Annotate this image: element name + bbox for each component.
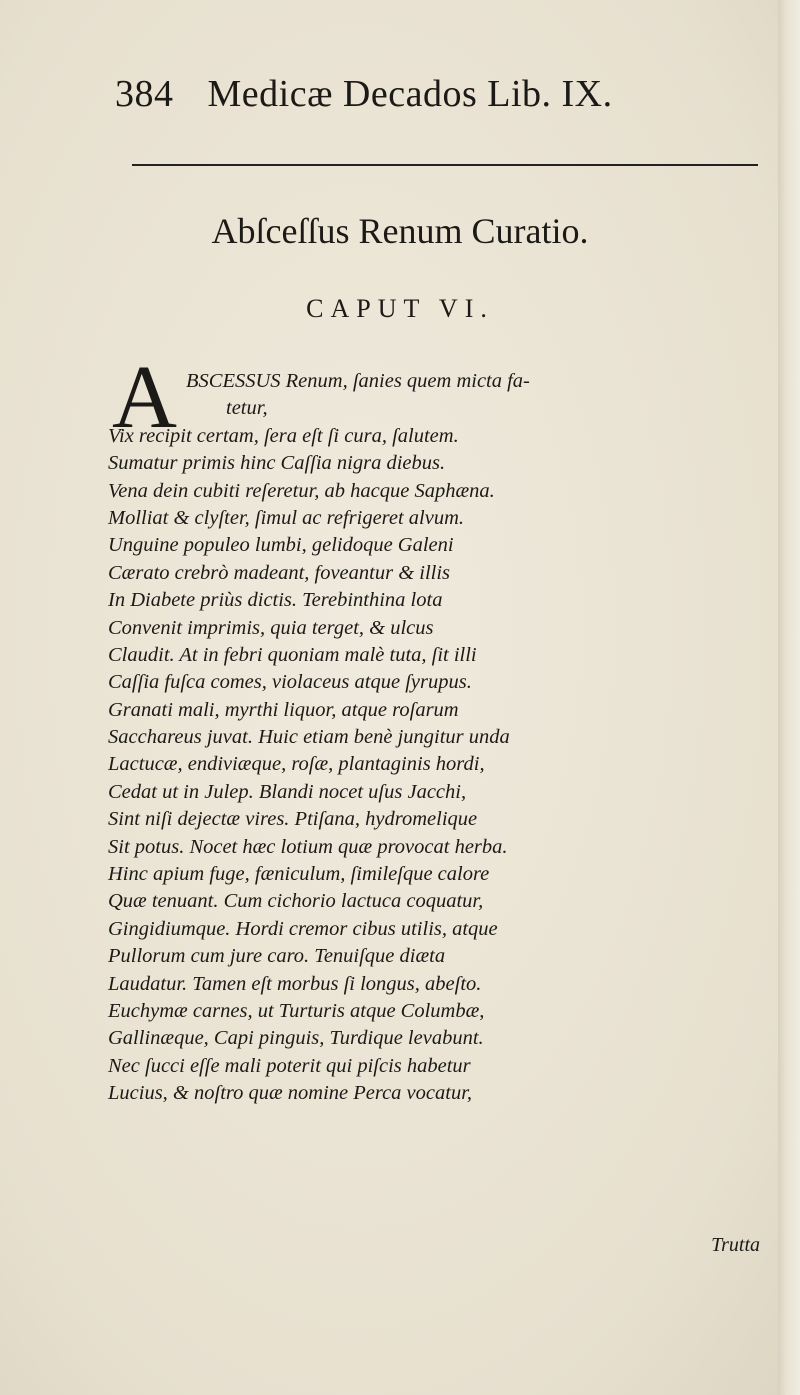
verse-line: Lactucæ, endiviæque, roſæ, plantaginis hordi, bbox=[108, 753, 485, 776]
verse-line: Caſſia fuſca comes, violaceus atque ſyrupus. bbox=[108, 671, 472, 694]
page-number: 384 bbox=[115, 73, 174, 115]
verse-line: Vix recipit certam, ſera eſt ſi cura, ſalutem. bbox=[108, 424, 459, 447]
catchword: Trutta bbox=[711, 1234, 760, 1256]
verse-line: Gingidiumque. Hordi cremor cibus utilis, atque bbox=[108, 917, 498, 940]
verse-line: Cedat ut in Julep. Blandi nocet uſus Jacchi, bbox=[108, 780, 467, 803]
verse-body bbox=[108, 368, 748, 1108]
verse-line: Gallinæque, Capi pinguis, Turdique levabunt. bbox=[108, 1027, 484, 1050]
verse-line: Sit potus. Nocet hæc lotium quæ provocat herba. bbox=[108, 835, 508, 858]
verse-line: Claudit. At in febri quoniam malè tuta, ſit illi bbox=[108, 643, 477, 666]
verse-line: Quæ tenuant. Cum cichorio lactuca coquatur, bbox=[108, 890, 484, 913]
verse-line: tetur, bbox=[226, 397, 268, 420]
verse-line: Sint niſi dejectæ vires. Ptiſana, hydromelique bbox=[108, 808, 478, 831]
running-title: Medicæ Decados Lib. IX. bbox=[207, 73, 613, 115]
verse-line: Lucius, & noſtro quæ nomine Perca vocatur, bbox=[108, 1082, 473, 1105]
verse-line: Vena dein cubiti reſeretur, ab hacque Saphæna. bbox=[108, 479, 495, 502]
verse-line: BSCESSUS Renum, ſanies quem micta fa- bbox=[186, 370, 530, 392]
verse-line: Laudatur. Tamen eſt morbus ſi longus, abeſto. bbox=[108, 972, 482, 995]
verse-line: Euchymæ carnes, ut Turturis atque Columbæ, bbox=[108, 999, 485, 1022]
section-title: Abſceſſus Renum Curatio. bbox=[211, 211, 589, 251]
verse-line: Sacchareus juvat. Huic etiam benè jungitur unda bbox=[108, 726, 510, 749]
verse-line: Pullorum cum jure caro. Tenuiſque diæta bbox=[108, 945, 446, 968]
verse-line: Unguine populeo lumbi, gelidoque Galeni bbox=[108, 534, 454, 557]
verse-line: Nec ſucci eſſe mali poterit qui piſcis habetur bbox=[108, 1054, 471, 1077]
verse-line: Sumatur primis hinc Caſſia nigra diebus. bbox=[108, 452, 446, 475]
verse-line: Cærato crebrò madeant, foveantur & illis bbox=[108, 561, 451, 584]
drop-cap: A bbox=[112, 348, 177, 447]
chapter-heading: CAPUT VI. bbox=[306, 294, 494, 323]
running-header bbox=[115, 70, 735, 118]
header-rule bbox=[132, 164, 758, 166]
verse-line: In Diabete priùs dictis. Terebinthina lota bbox=[108, 589, 443, 612]
verse-line: Molliat & clyſter, ſimul ac refrigeret alvum. bbox=[108, 506, 465, 529]
verse-line: Convenit imprimis, quia terget, & ulcus bbox=[108, 616, 434, 639]
verse-line: Granati mali, myrthi liquor, atque roſarum bbox=[108, 698, 459, 721]
verse-line: Hinc apium fuge, fæniculum, ſimileſque calore bbox=[108, 863, 490, 886]
